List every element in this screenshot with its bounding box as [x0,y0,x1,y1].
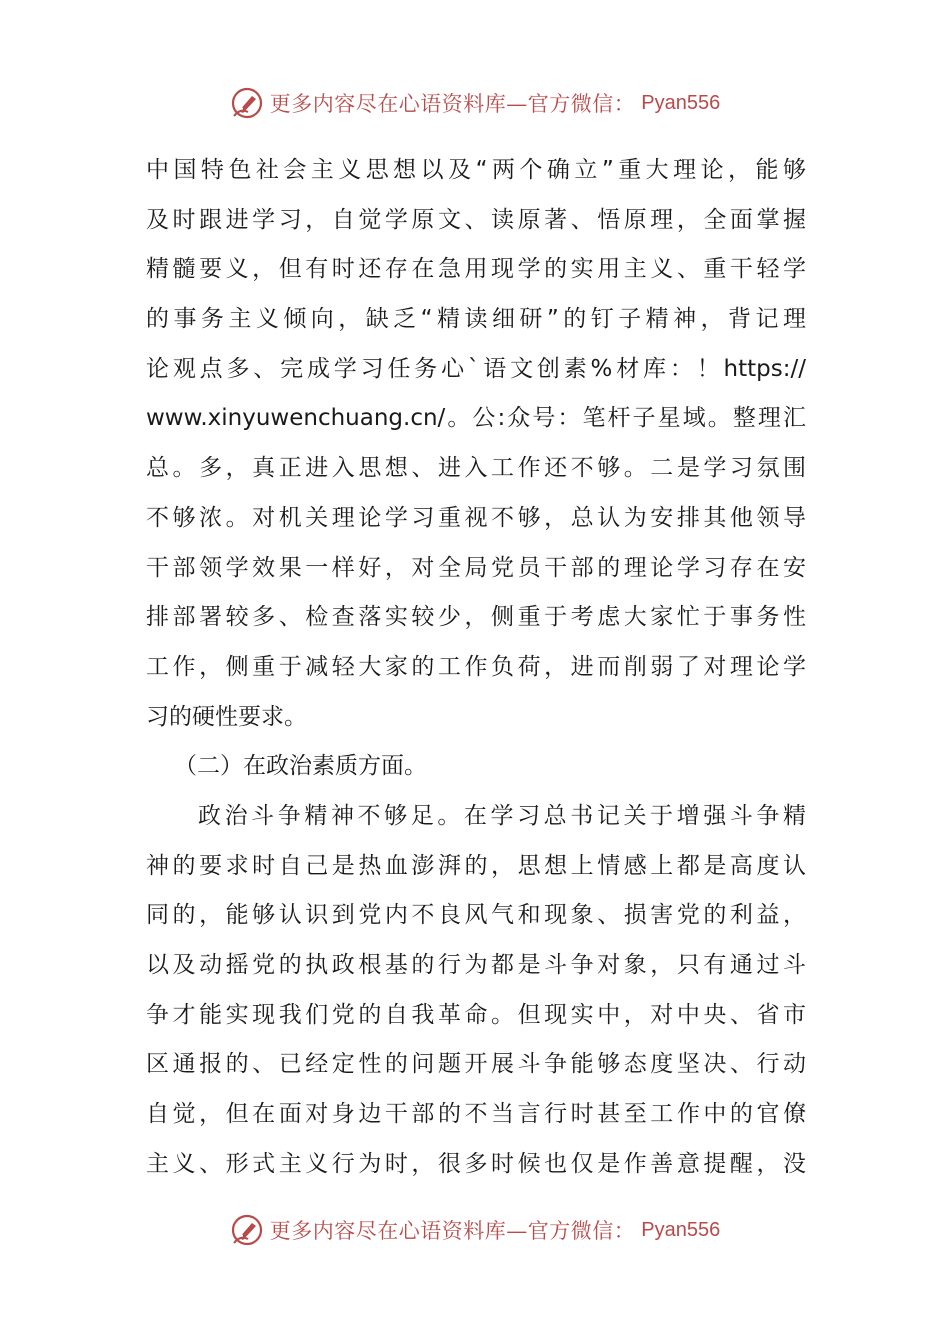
paragraph-line: 神的要求时自己是热血澎湃的，思想上情感上都是高度认 [146,852,806,879]
body-line: 排部署较多、检查落实较少，侧重于考虑大家忙于事务性 [146,604,806,631]
footer-banner-text: 更多内容尽在心语资料库—官方微信： [269,1219,636,1243]
body-line: 的事务主义倾向，缺乏“精读细研”的钉子精神，背记理 [146,306,806,333]
body-line: 论观点多、完成学习任务心`语文创素%材库：！https:// [146,355,806,382]
paragraph-line: 自觉，但在面对身边干部的不当言行时甚至工作中的官僚 [146,1101,806,1128]
pen-nib-logo-icon [230,86,264,120]
document-body [146,146,806,1189]
paragraph-line: 同的，能够认识到党内不良风气和现象、损害党的利益， [146,902,806,929]
header-banner-text: 更多内容尽在心语资料库—官方微信： [269,92,636,116]
section-heading: （二）在政治素质方面。 [174,753,427,780]
body-line: 中国特色社会主义思想以及“两个确立”重大理论，能够 [146,157,806,183]
body-line: 不够浓。对机关理论学习重视不够，总认为安排其他领导 [146,504,806,531]
paragraph-line: 争才能实现我们党的自我革命。但现实中，对中央、省市 [146,1001,806,1028]
footer-banner [0,1210,950,1250]
body-line: 干部领学效果一样好，对全局党员干部的理论学习存在安 [146,554,806,581]
paragraph-line: 区通报的、已经定性的问题开展斗争能够态度坚决、行动 [146,1051,806,1078]
body-line: 及时跟进学习，自觉学原文、读原著、悟原理，全面掌握 [146,206,806,233]
header-banner-contact: Pyan556 [641,91,721,114]
header-banner [0,83,950,123]
paragraph-line: 以及动摇党的执政根基的行为都是斗争对象，只有通过斗 [146,952,806,978]
body-line: 总。多，真正进入思想、进入工作还不够。二是学习氛围 [146,455,806,482]
pen-nib-logo-icon [230,1213,264,1247]
footer-banner-contact: Pyan556 [641,1218,721,1241]
body-line: 精髓要义，但有时还存在急用现学的实用主义、重干轻学 [146,256,806,283]
paragraph-line: 主义、形式主义行为时，很多时候也仅是作善意提醒，没 [146,1150,806,1177]
body-line: 工作，侧重于减轻大家的工作负荷，进而削弱了对理论学 [146,653,806,680]
body-line: 习的硬性要求。 [146,703,307,730]
body-line: www.xinyuwenchuang.cn/。公:众号：笔杆子星域。整理汇 [146,405,806,432]
paragraph-line: 政治斗争精神不够足。在学习总书记关于增强斗争精 [198,802,806,829]
